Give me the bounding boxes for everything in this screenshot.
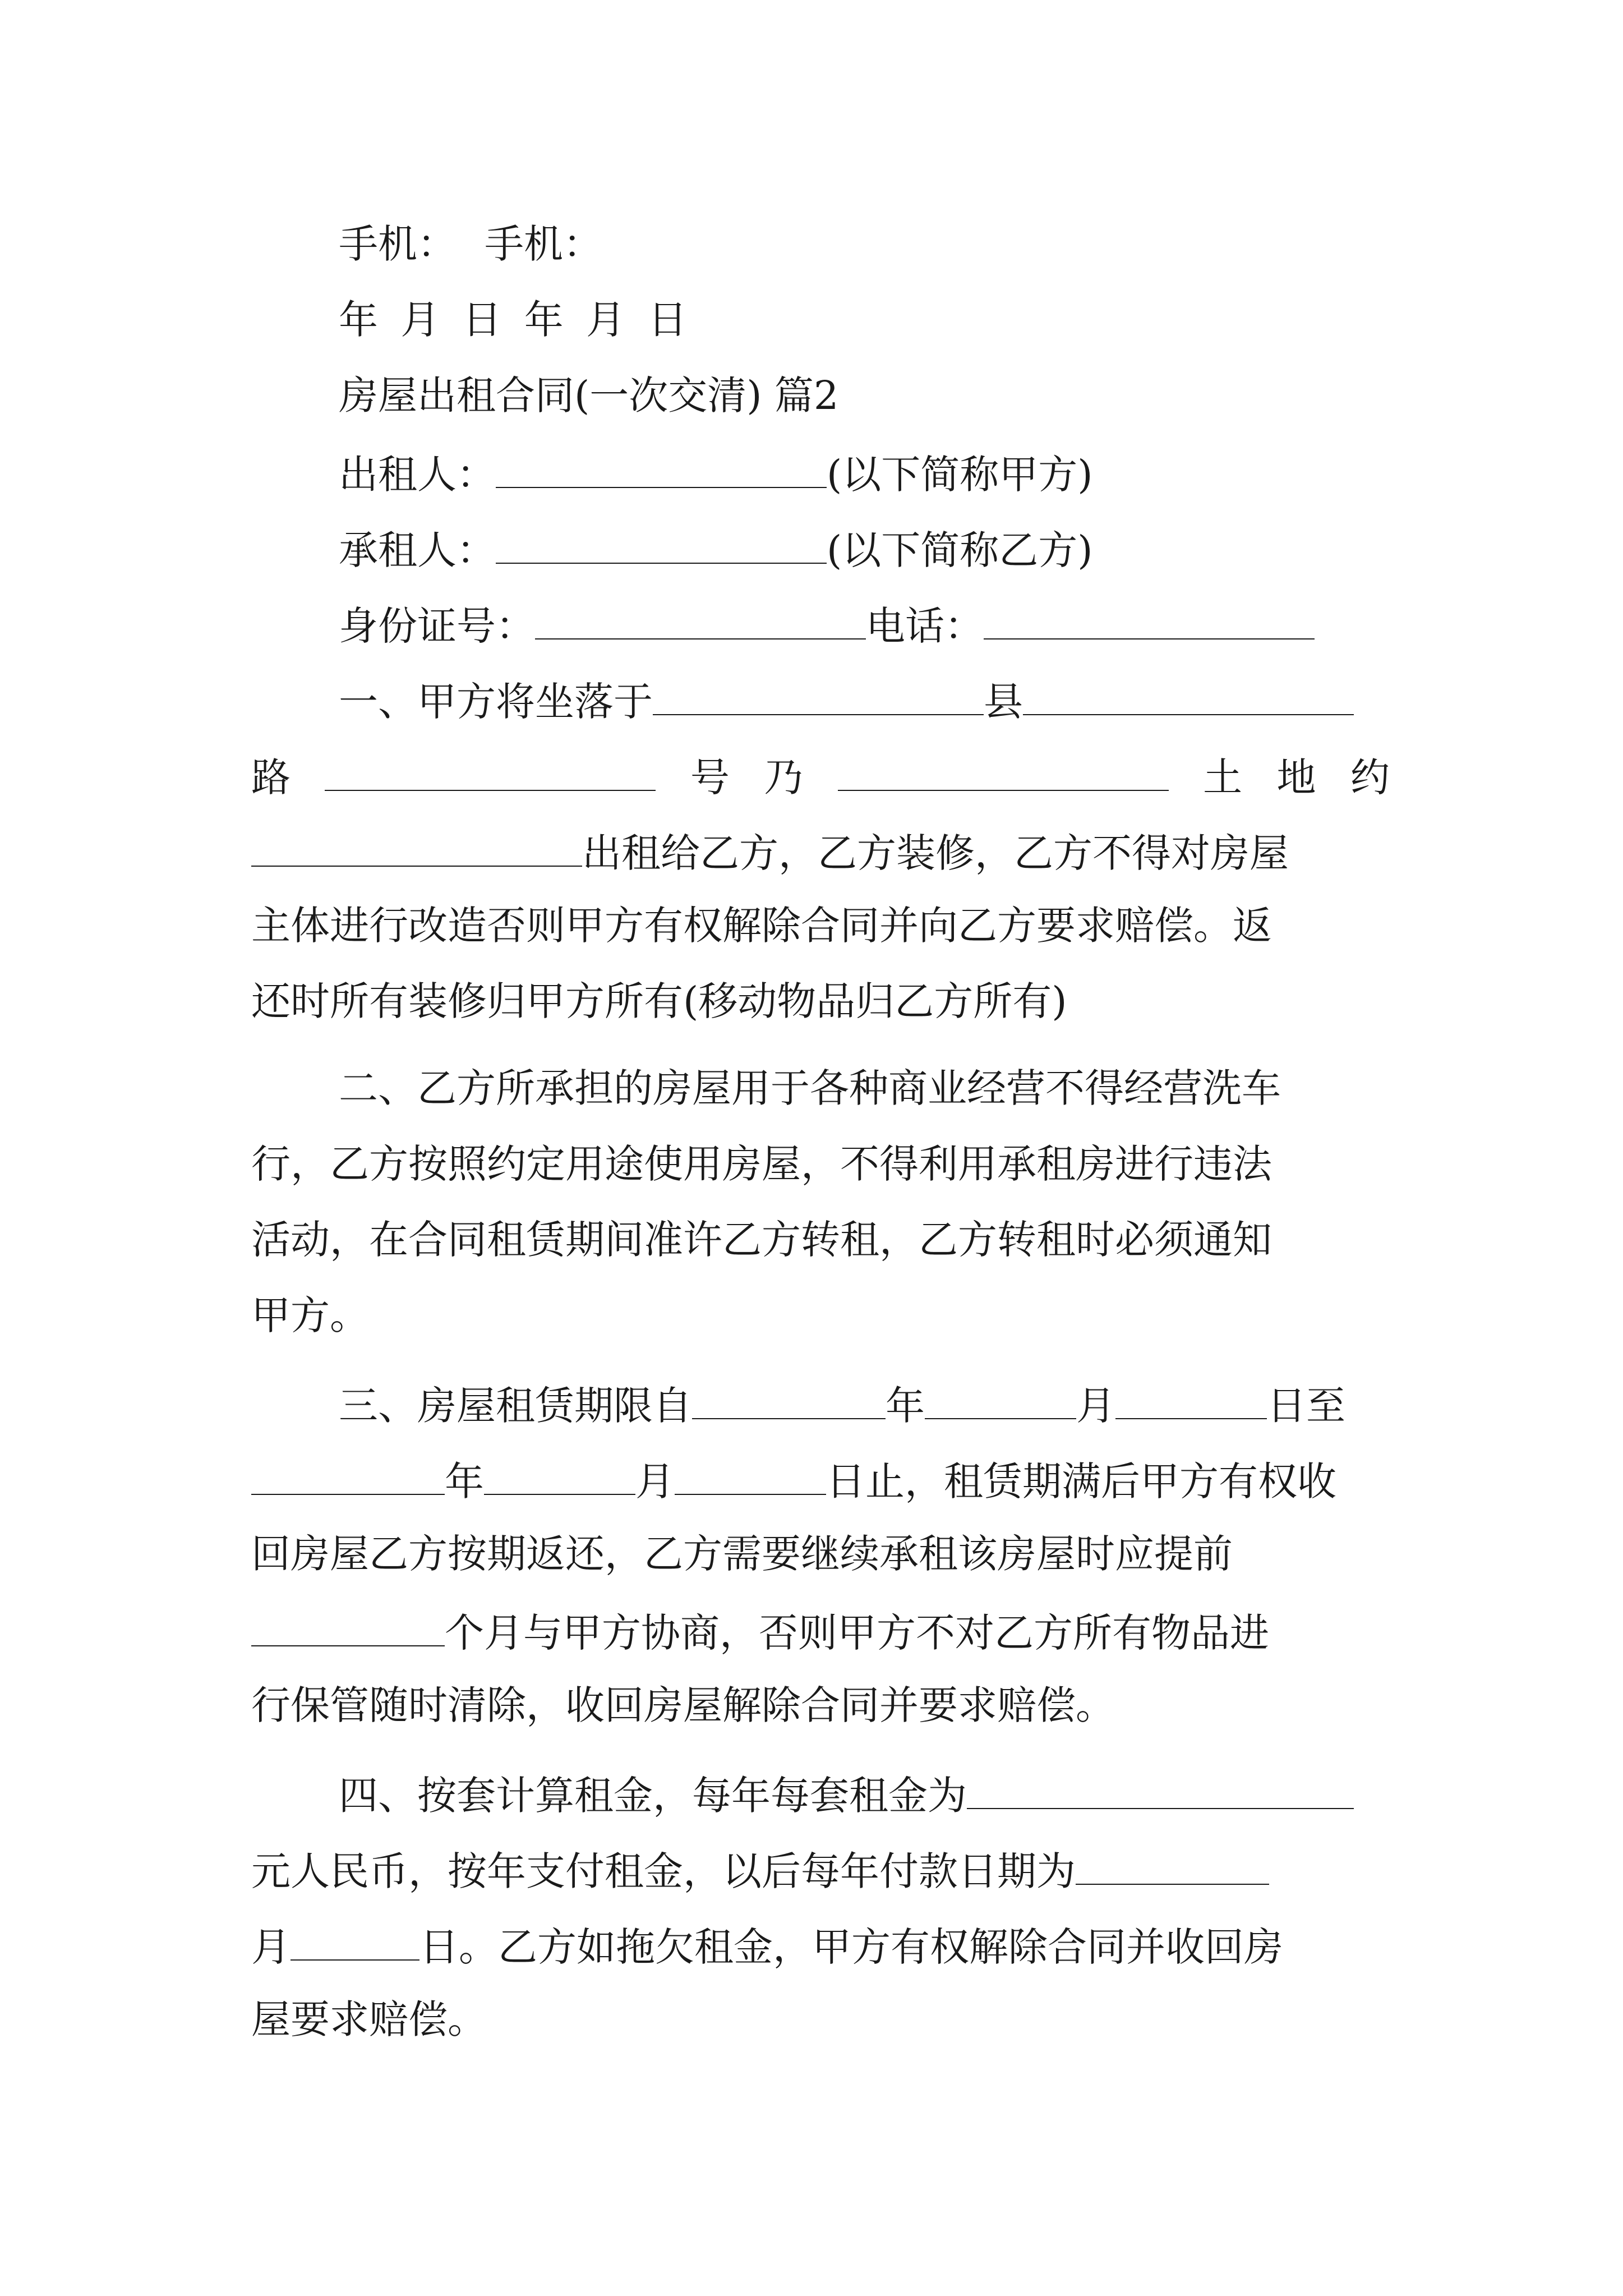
end-month-label: 月 [635,1458,675,1504]
start-month-label: 月 [1076,1383,1115,1429]
clause-3-text-d: 个月与甲方协商，否则甲方不对乙方所有物品进 [445,1610,1269,1656]
payment-month-blank [1076,1840,1269,1885]
clause-2-text-a: 二、乙方所承担的房屋用于各种商业经营不得经营洗车 [339,1065,1281,1111]
lessee-line [339,519,1093,575]
clause-3-line-4 [251,1602,1269,1658]
clause-2-text-b: 行，乙方按照约定用途使用房屋，不得利用承租房进行违法 [251,1141,1272,1187]
clause-1-line-3 [251,822,1289,878]
end-day-blank [675,1450,826,1495]
yue-label: 约 [1350,754,1390,800]
clause-2-line-3 [251,1212,1272,1268]
lessee-label: 承租人： [339,527,496,573]
clause-2-line-4 [251,1287,369,1343]
road-blank [325,746,656,791]
clause-1-line-5 [251,973,1067,1029]
tel-label: 电话： [866,603,984,649]
clause-4-line-1 [339,1764,1354,1820]
lessor-blank [496,443,827,488]
contract-title-text: 房屋出租合同(一次交清) 篇2 [339,372,839,418]
lessor-note: (以下简称甲方) [827,452,1093,498]
start-year-blank [692,1374,886,1419]
lessee-blank [496,519,827,564]
clause-4-text-b: 元人民币，按年支付租金，以后每年付款日期为 [251,1848,1076,1894]
start-year-label: 年 [886,1383,925,1429]
payment-month-label: 月 [251,1924,291,1970]
location-blank [653,670,984,715]
clause-1-text-c: 主体进行改造否则甲方有权解除合同并向乙方要求赔偿。返 [251,903,1272,949]
payment-day-blank [291,1916,419,1961]
phone-label-b: 手机： [485,221,602,267]
clause-1-text-b: 出租给乙方，乙方装修，乙方不得对房屋 [582,830,1289,876]
clause-4-line-2 [251,1840,1269,1896]
clause-1-address-line [251,746,1390,802]
nai-label: 乃 [764,754,804,800]
contract-title [339,367,838,424]
clause-2-line-1 [339,1060,1281,1116]
number-label: 号 [690,754,730,800]
clause-4-text-c: 日。乙方如拖欠租金，甲方有权解除合同并收回房 [419,1924,1283,1970]
clause-1-text-a: 一、甲方将坐落于 [339,679,653,725]
phone-line [339,216,602,272]
clause-4-text-d: 屋要求赔偿。 [251,1996,487,2042]
clause-2-text-c: 活动，在合同租赁期间准许乙方转租，乙方转租时必须通知 [251,1217,1272,1263]
road-label: 路 [251,754,291,800]
end-month-blank [484,1450,635,1495]
rent-amount-blank [967,1764,1354,1809]
lessor-line [339,443,1093,499]
clause-3-line-5 [251,1677,1115,1733]
id-label: 身份证号： [339,603,535,649]
clause-3-line-1 [339,1374,1345,1430]
lessor-label: 出租人： [339,452,496,498]
clause-3-text-e: 行保管随时清除，收回房屋解除合同并要求赔偿。 [251,1682,1115,1728]
start-day-label: 日至 [1267,1383,1345,1429]
clause-3-line-2 [251,1450,1336,1506]
date-line [339,292,687,348]
id-blank [535,595,866,639]
clause-4-line-4 [251,1991,487,2047]
start-day-blank [1115,1374,1267,1419]
phone-label-a: 手机： [339,221,457,267]
clause-2-line-2 [251,1136,1272,1192]
county-blank [1023,670,1354,715]
number-blank [838,746,1169,791]
clause-4-text-a: 四、按套计算租金，每年每套租金为 [339,1773,967,1819]
clause-3-line-3 [251,1526,1233,1582]
id-phone-line [339,595,1315,651]
tel-blank [984,595,1315,639]
clause-1-start [339,670,1354,726]
notice-months-blank [251,1602,445,1646]
clause-1-line-4 [251,898,1272,954]
start-month-blank [925,1374,1076,1419]
county-label: 县 [984,679,1023,725]
clause-3-text-a: 三、房屋租赁期限自 [339,1383,692,1429]
clause-1-text-d: 还时所有装修归甲方所有(移动物品归乙方所有) [251,978,1067,1024]
date-text: 年 月 日 年 月 日 [339,297,688,343]
di-label: 地 [1276,754,1316,800]
lessee-note: (以下简称乙方) [827,527,1093,573]
clause-3-text-b: 日止，租赁期满后甲方有权收 [826,1458,1336,1504]
end-year-blank [251,1450,445,1495]
tu-label: 土 [1203,754,1243,800]
clause-2-text-d: 甲方。 [251,1292,369,1338]
clause-4-line-3 [251,1916,1283,1972]
end-year-label: 年 [445,1458,484,1504]
clause-3-text-c: 回房屋乙方按期返还，乙方需要继续承租该房屋时应提前 [251,1531,1233,1577]
area-blank [251,822,582,867]
